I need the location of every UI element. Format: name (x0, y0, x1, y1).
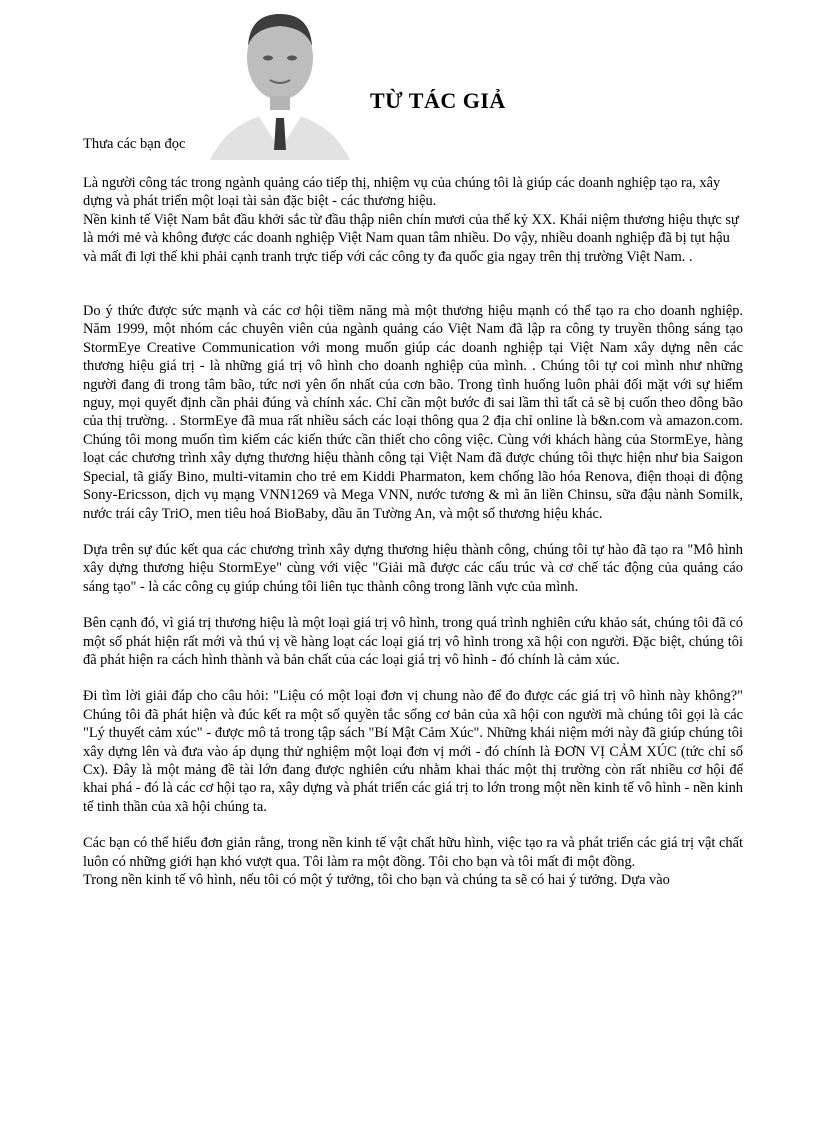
paragraph-4: Dựa trên sự đúc kết qua các chương trình xây dựng thương hiệu thành công, chúng tôi tự hào đã tạo ra "Mô hình xây dựng thương hiệu StormEye" cùng với việc "Giải mã được các cấu trúc và cơ chế tác động của quảng cáo sáng tạo" - là các công cụ giúp chúng tôi liên tục thành công trong lãnh vực của mình. (83, 541, 743, 595)
paragraph-7: Các bạn có thể hiểu đơn giản rằng, trong nền kinh tế vật chất hữu hình, việc tạo ra và phát triển các giá trị vật chất luôn có những giới hạn khó vượt qua. Tôi làm ra một đồng. Tôi cho bạn và tôi mất đi một đồng. (83, 835, 743, 870)
article-body (83, 174, 743, 889)
paragraph-3: Do ý thức được sức mạnh và các cơ hội tiềm năng mà một thương hiệu mạnh có thể tạo ra cho doanh nghiệp. Năm 1999, một nhóm các chuyên viên của ngành quảng cáo Việt Nam đã lập ra công ty truyền thông sáng tạo StormEye Creative Communication với mong muốn giúp các doanh nghiệp tại Việt Nam xây dựng nên các thương hiệu giá trị - là những giá trị vô hình cho doanh nghiệp của mình. . Chúng tôi tự coi mình như những người đang đi trong tâm bão, tức nơi yên ổn nhất của cơn bão. Trong tình huống luôn phải đối mặt với sự hiểm nguy, mọi quyết định cần phải đúng và chính xác. Chỉ cần một bước đi sai lầm thì tất cả sẽ bị cuốn theo dông bão của thị trường. . StormEye đã mua rất nhiều sách các loại thông qua 2 địa chỉ online là b&n.com và amazon.com. Chúng tôi mong muốn tìm kiếm các kiến thức cần thiết cho công việc. Cùng với khách hàng của StormEye, hàng loạt các chương trình xây dựng thương hiệu thành công tại Việt Nam đã được chúng tôi thực hiện như bia Saigon Special, tã giấy Bino, multi-vitamin cho trẻ em Kiddi Pharmaton, kem chống lão hóa Renova, điện thoại di động Sony-Ericsson, dịch vụ mạng VNN1269 và Mega VNN, nước tương & mì ăn liền Chinsu, sữa đậu nành Somilk, nước trái cây TriO, men tiêu hoá BioBaby, dầu ăn Tường An, và một số thương hiệu khác. (83, 303, 743, 522)
paragraph-5: Bên cạnh đó, vì giá trị thương hiệu là một loại giá trị vô hình, trong quá trình nghiên cứu khảo sát, chúng tôi đã có một số phát hiện rất mới và thú vị về hàng loạt các loại giá trị vô hình trong xã hội con người. Đặc biệt, chúng tôi đã phát hiện ra cách hình thành và bản chất của các loại giá trị vô hình - đó chính là cảm xúc. (83, 615, 743, 668)
paragraph-6: Đi tìm lời giải đáp cho câu hỏi: "Liệu có một loại đơn vị chung nào để đo được các giá trị vô hình này không?" Chúng tôi đã phát hiện và đúc kết ra một số quyền tắc sống cơ bản của xã hội con người mà chúng tôi gọi là các "Lý thuyết cảm xúc" - được mô tả trong tập sách "Bí Mật Cảm Xúc". Những khái niệm mới này đã giúp chúng tôi xây dựng lên và đưa vào áp dụng thử nghiệm một loại đơn vị mới - đó chính là ĐƠN VỊ CẢM XÚC (tức chỉ số Cx). Đây là một mảng đề tài lớn đang được nghiên cứu nhằm khai thác một thị trường còn rất nhiều cơ hội để khai phá - đó là các cơ hội tạo ra, xây dựng và phát triển các giá trị to lớn trong một nền kinh tế vô hình - nền kinh tế tinh thần của xã hội chúng ta. (83, 688, 743, 815)
paragraph-8: Trong nền kinh tế vô hình, nếu tôi có một ý tưởng, tôi cho bạn và chúng ta sẽ có hai ý tưởng. Dựa vào (83, 872, 670, 888)
paragraph-1: Là người công tác trong ngành quảng cáo tiếp thị, nhiệm vụ của chúng tôi là giúp các doanh nghiệp tạo ra, xây dựng và phát triển một loại tài sản đặc biệt - các thương hiệu. (83, 175, 721, 210)
paragraph-2: Nền kinh tế Việt Nam bắt đầu khởi sắc từ đầu thập niên chín mươi của thế kỷ XX. Khái niệm thương hiệu thực sự là mới mẻ và không được các doanh nghiệp Việt Nam quan tâm nhiều. Do vậy, nhiều doanh nghiệp đã bị tụt hậu và mất đi lợi thế khi phải cạnh tranh trực tiếp với các công ty đa quốc gia ngay trên thị trường Việt Nam. . (83, 211, 739, 265)
greeting: Thưa các bạn đọc (83, 136, 186, 152)
page-title: TỪ TÁC GIẢ (370, 88, 506, 113)
author-portrait (200, 0, 360, 160)
